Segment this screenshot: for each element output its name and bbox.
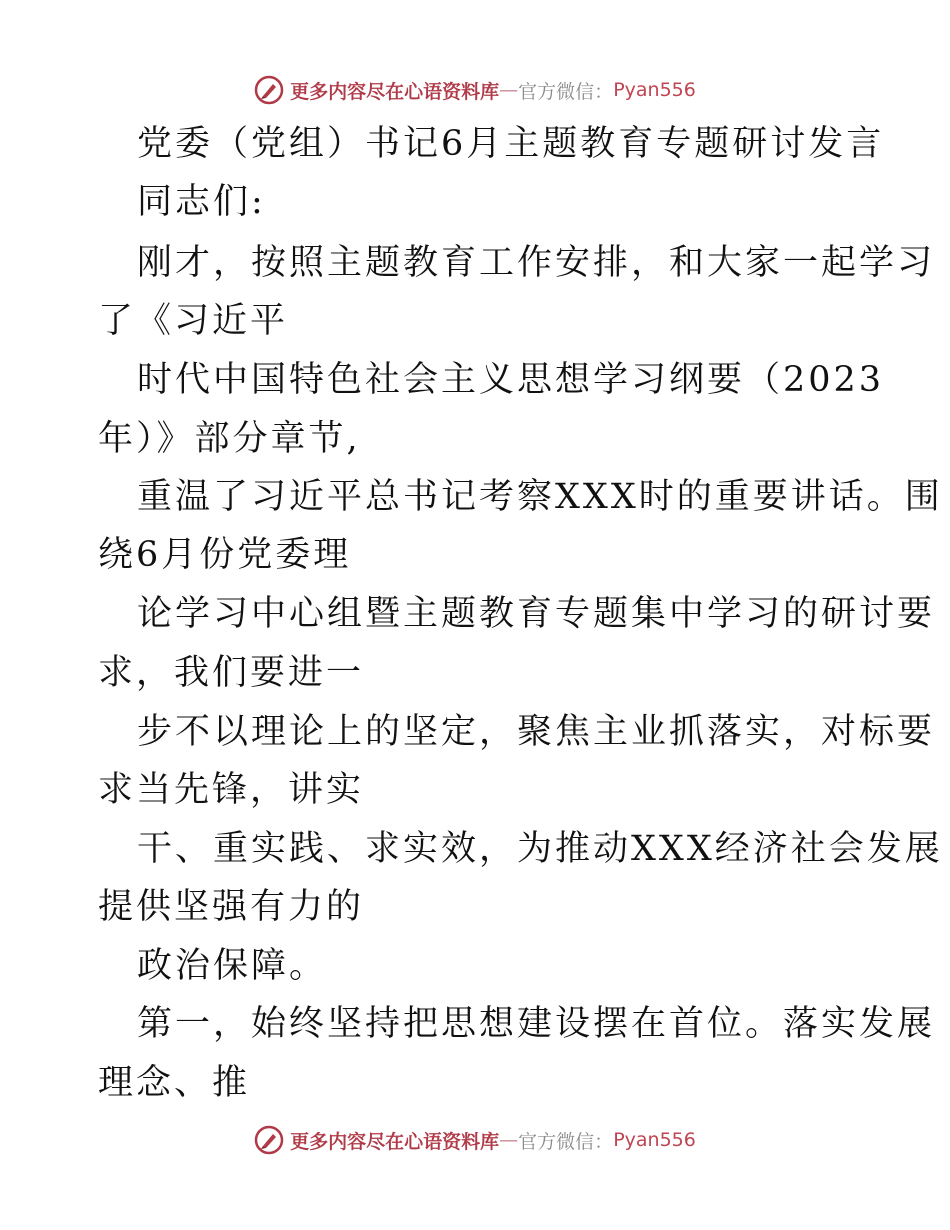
- text-line: 重温了习近平总书记考察XXX时的重要讲话。围: [137, 477, 943, 517]
- text-line: 步不以理论上的坚定，聚焦主业抓落实，对标要: [137, 712, 936, 752]
- text-line: 年）》部分章节,: [98, 419, 361, 459]
- watermark-official-label: 官方微信：: [518, 1130, 614, 1153]
- text-line: 求当先锋，讲实: [98, 770, 365, 810]
- pen-nib-logo-icon: [254, 1125, 284, 1155]
- text-line: 刚才，按照主题教育工作安排，和大家一起学习: [137, 243, 936, 283]
- watermark-account: Pyan556: [613, 1129, 696, 1151]
- text-line: 提供坚强有力的: [98, 887, 365, 927]
- watermark-site-name: 更多内容尽在心语资料库: [290, 80, 500, 103]
- header-watermark: [0, 70, 950, 110]
- document-title: 党委（党组）书记6月主题教育专题研讨发言: [137, 124, 885, 164]
- watermark-official-label: 官方微信：: [518, 80, 614, 103]
- text-line: 第一，始终坚持把思想建设摆在首位。落实发展: [137, 1004, 936, 1044]
- text-line: 了《习近平: [98, 301, 289, 341]
- text-line: 时代中国特色社会主义思想学习纲要（2023: [137, 360, 885, 400]
- watermark-dash: —: [499, 79, 519, 101]
- watermark-account: Pyan556: [613, 79, 696, 101]
- watermark-site-name: 更多内容尽在心语资料库: [290, 1130, 500, 1153]
- text-line: 论学习中心组暨主题教育专题集中学习的研讨要: [137, 594, 936, 634]
- text-line: 求，我们要进一: [98, 653, 365, 693]
- salutation: 同志们:: [137, 182, 266, 222]
- pen-nib-logo-icon: [254, 75, 284, 105]
- text-line: 理念、推: [98, 1063, 251, 1103]
- text-line: 政治保障。: [137, 946, 328, 986]
- text-line: 干、重实践、求实效，为推动XXX经济社会发展: [137, 829, 943, 869]
- watermark-dash: —: [499, 1129, 519, 1151]
- text-line: 绕6月份党委理: [98, 535, 352, 575]
- footer-watermark: [0, 1120, 950, 1160]
